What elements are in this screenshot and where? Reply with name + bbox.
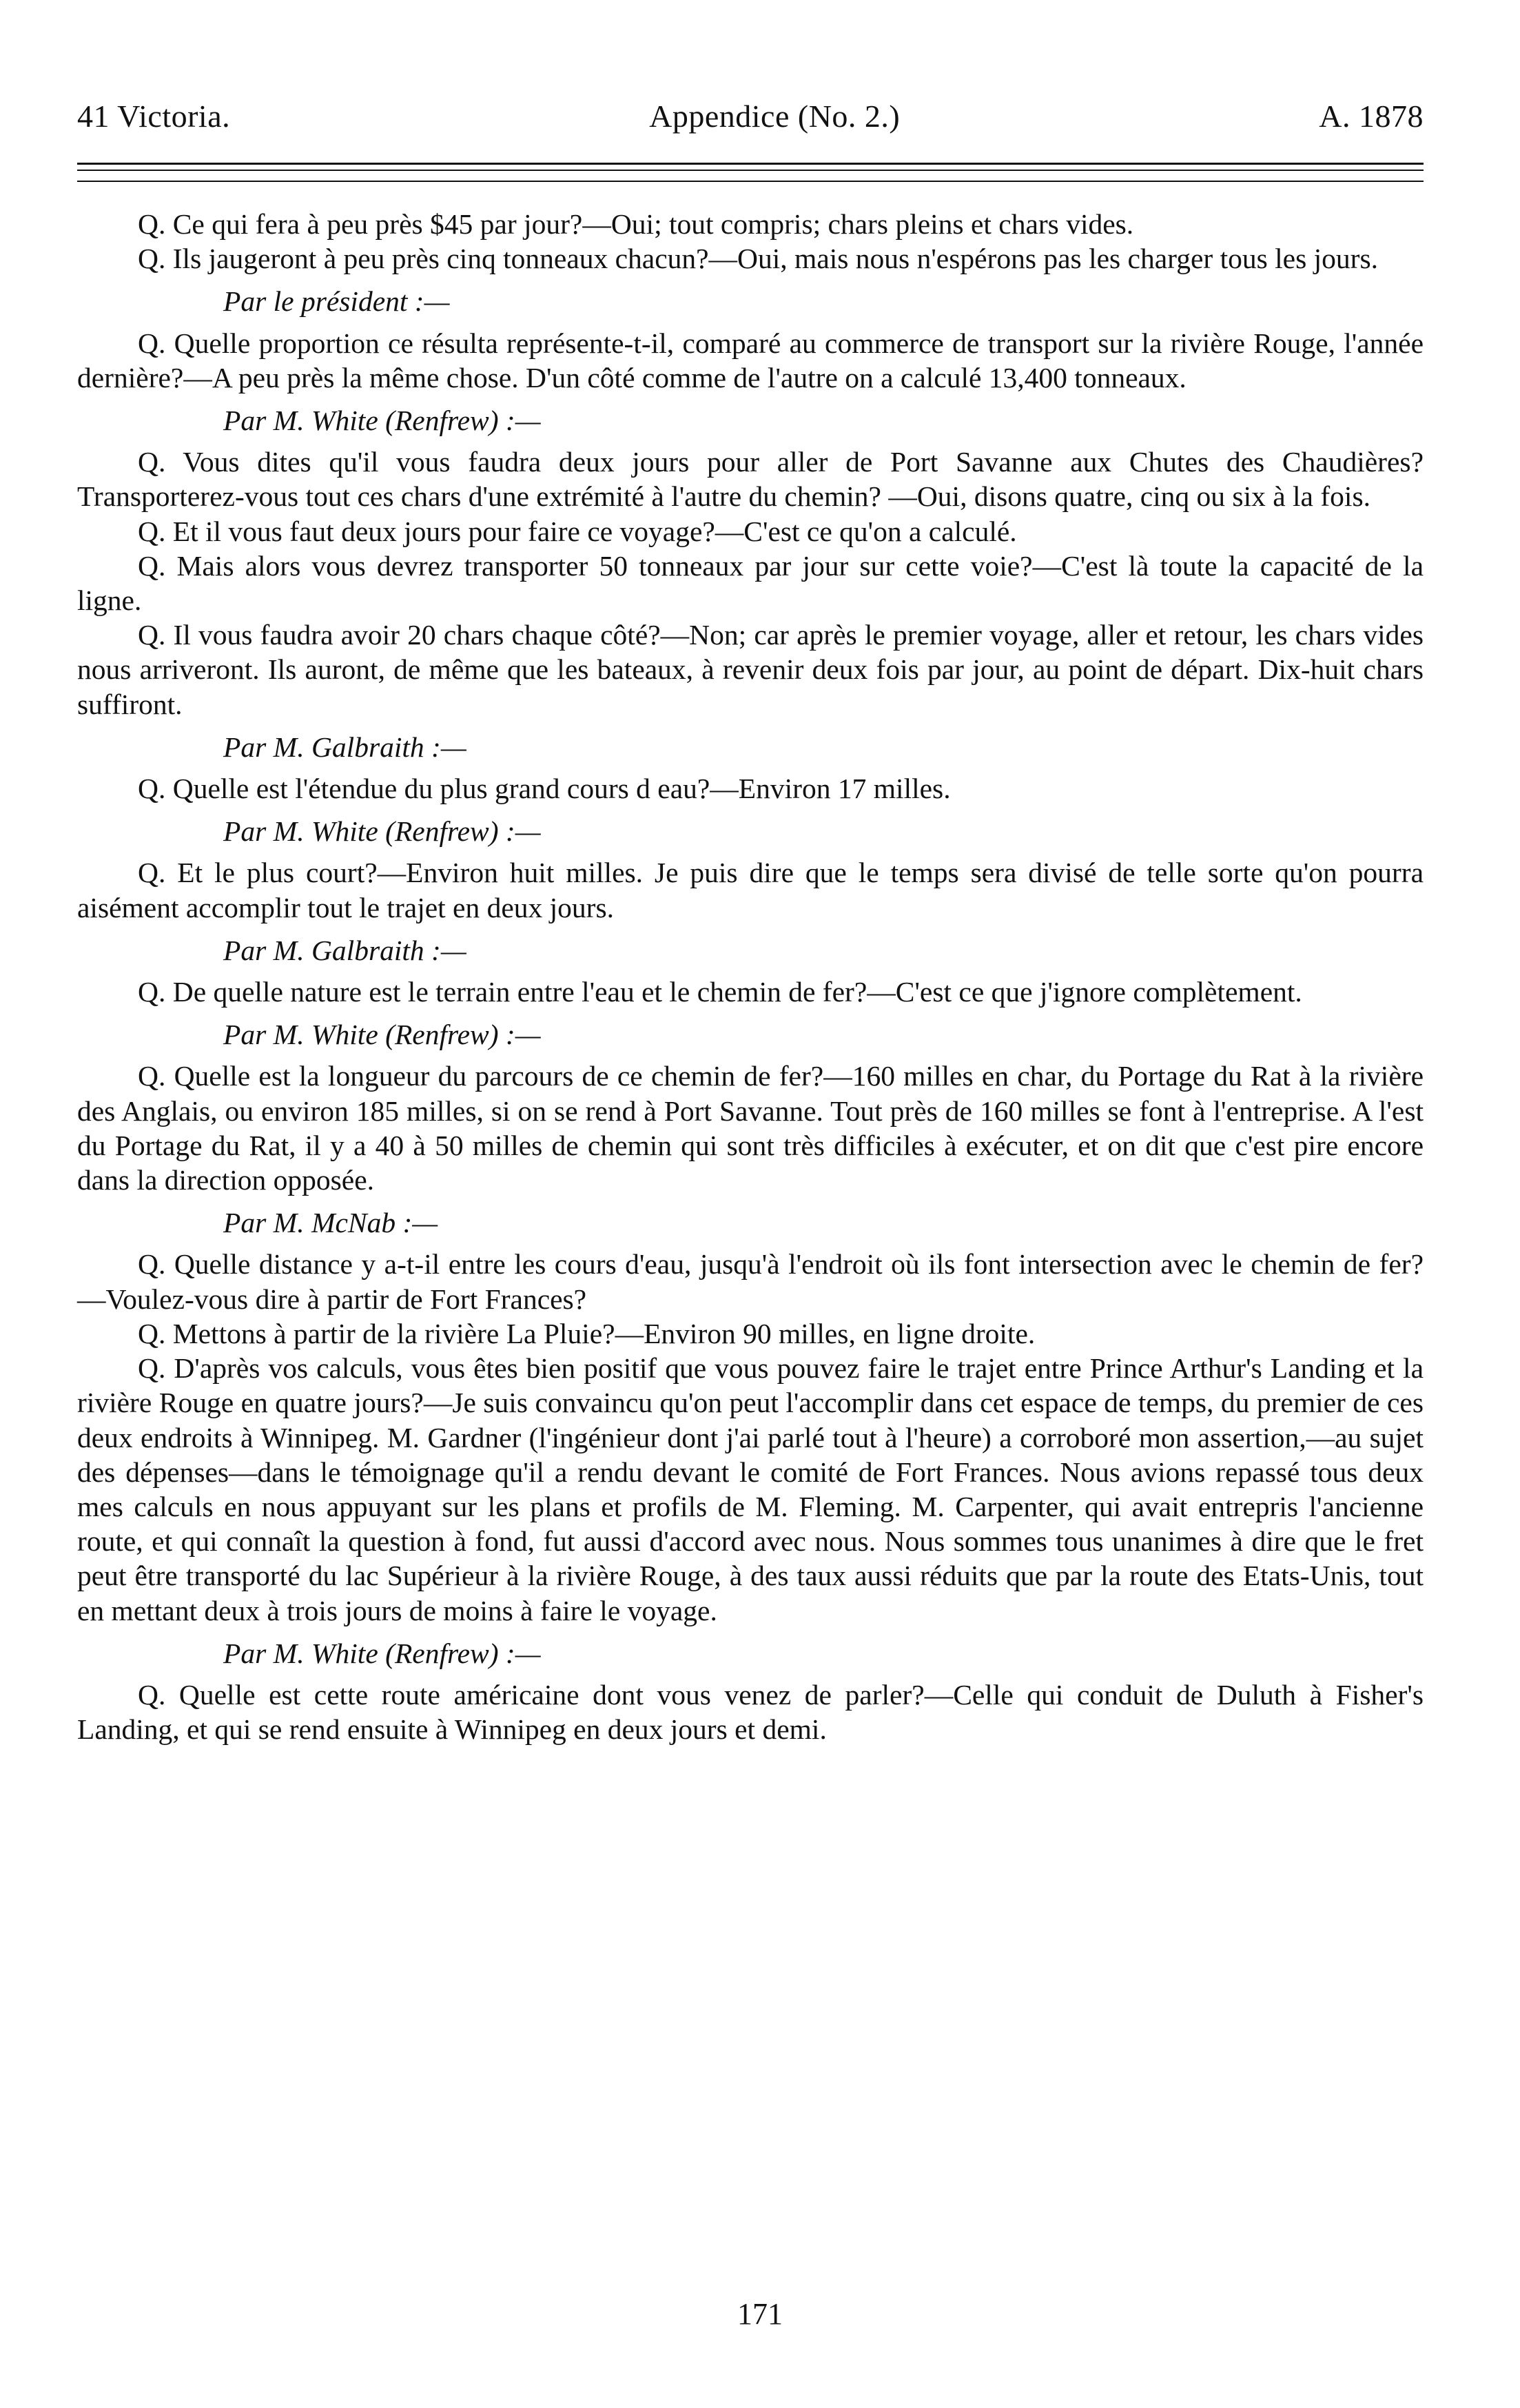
speaker-heading: Par M. White (Renfrew) :—: [223, 405, 541, 437]
speaker-heading: Par M. McNab :—: [223, 1207, 438, 1239]
speaker-heading: Par M. Galbraith :—: [223, 731, 466, 763]
question-paragraph: Q. Il vous faudra avoir 20 chars chaque côté?—Non; car après le premier voyage, aller et retour, les chars vides nous arriveront. Ils auront, de même que les bateaux, à revenir deux fois par jour, au point de départ. Dix-huit chars suffiront.: [77, 619, 1424, 720]
question-paragraph: Q. Mettons à partir de la rivière La Pluie?—Environ 90 milles, en ligne droite.: [138, 1317, 1036, 1349]
body-text: [77, 207, 1424, 1746]
header-rule: [77, 170, 1424, 171]
question-paragraph: Q. Quelle est cette route américaine dont vous venez de parler?—Celle qui conduit de Duluth à Fisher's Landing, et qui se rend ensuite à Winnipeg en deux jours et demi.: [77, 1678, 1424, 1746]
header-rule: [77, 163, 1424, 165]
header-appendix: Appendice (No. 2.): [649, 98, 901, 134]
question-paragraph: Q. Quelle distance y a-t-il entre les cours d'eau, jusqu'à l'endroit où ils font intersection avec le chemin de fer?—Voulez-vous dire à partir de Fort Frances?: [77, 1248, 1424, 1315]
question-paragraph: Q. Vous dites qu'il vous faudra deux jours pour aller de Port Savanne aux Chutes des Chaudières? Transporterez-vous tout ces chars d'une extrémité à l'autre du chemin? —Oui, disons quatre, cinq ou six à la fois.: [77, 446, 1424, 513]
header-volume: 41 Victoria.: [77, 98, 231, 134]
speaker-heading: Par M. White (Renfrew) :—: [223, 1019, 541, 1051]
header-year: A. 1878: [1319, 98, 1424, 134]
speaker-heading: Par M. White (Renfrew) :—: [223, 815, 541, 848]
question-paragraph: Q. Ils jaugeront à peu près cinq tonneaux chacun?—Oui, mais nous n'espérons pas les charger tous les jours.: [138, 243, 1378, 275]
speaker-heading: Par le président :—: [223, 285, 450, 318]
question-paragraph: Q. De quelle nature est le terrain entre l'eau et le chemin de fer?—C'est ce que j'ignore complètement.: [138, 976, 1302, 1008]
question-paragraph: Q. Quelle est la longueur du parcours de ce chemin de fer?—160 milles en char, du Portage du Rat à la rivière des Anglais, ou environ 185 milles, si on se rend à Port Savanne. Tout près de 160 milles se font à l'entreprise. A l'est du Portage du Rat, il y a 40 à 50 milles de chemin qui sont très difficiles à exécuter, et on dit que c'est pire encore dans la direction opposée.: [77, 1060, 1424, 1196]
header-rule: [77, 181, 1424, 182]
page-header: [77, 94, 1424, 138]
question-paragraph: Q. Mais alors vous devrez transporter 50 tonneaux par jour sur cette voie?—C'est là toute la capacité de la ligne.: [77, 549, 1424, 617]
page-number: 171: [737, 2297, 783, 2331]
question-paragraph: Q. D'après vos calculs, vous êtes bien positif que vous pouvez faire le trajet entre Prince Arthur's Landing et la rivière Rouge en quatre jours?—Je suis convaincu qu'on peut l'accomplir dans cet espace de temps, du premier de ces deux endroits à Winnipeg. M. Gardner (l'ingénieur dont j'ai parlé tout à l'heure) a corroboré mon assertion,—au sujet des dépenses—dans le témoignage qu'il a rendu devant le comité de Fort Frances. Nous avions repassé tous deux mes calculs en nous appuyant sur les plans et profils de M. Fleming. M. Carpenter, qui avait entrepris l'ancienne route, et qui connaît la question à fond, fut aussi d'accord avec nous. Nous sommes tous unanimes à dire que le fret peut être transporté du lac Supérieur à la rivière Rouge, à des taux aussi réduits que par la route des Etats-Unis, tout en mettant deux à trois jours de moins à faire le voyage.: [77, 1352, 1424, 1626]
question-paragraph: Q. Et le plus court?—Environ huit milles. Je puis dire que le temps sera divisé de telle sorte qu'on pourra aisément accomplir tout le trajet en deux jours.: [77, 857, 1424, 924]
question-paragraph: Q. Ce qui fera à peu près $45 par jour?—Oui; tout compris; chars pleins et chars vides.: [138, 208, 1134, 240]
question-paragraph: Q. Quelle est l'étendue du plus grand cours d eau?—Environ 17 milles.: [138, 773, 951, 805]
speaker-heading: Par M. Galbraith :—: [223, 934, 466, 966]
question-paragraph: Q. Quelle proportion ce résulta représente-t-il, comparé au commerce de transport sur la rivière Rouge, l'année dernière?—A peu près la même chose. D'un côté comme de l'autre on a calculé 13,400 tonneaux.: [77, 327, 1424, 394]
speaker-heading: Par M. White (Renfrew) :—: [223, 1637, 541, 1669]
question-paragraph: Q. Et il vous faut deux jours pour faire ce voyage?—C'est ce qu'on a calculé.: [138, 515, 1017, 547]
